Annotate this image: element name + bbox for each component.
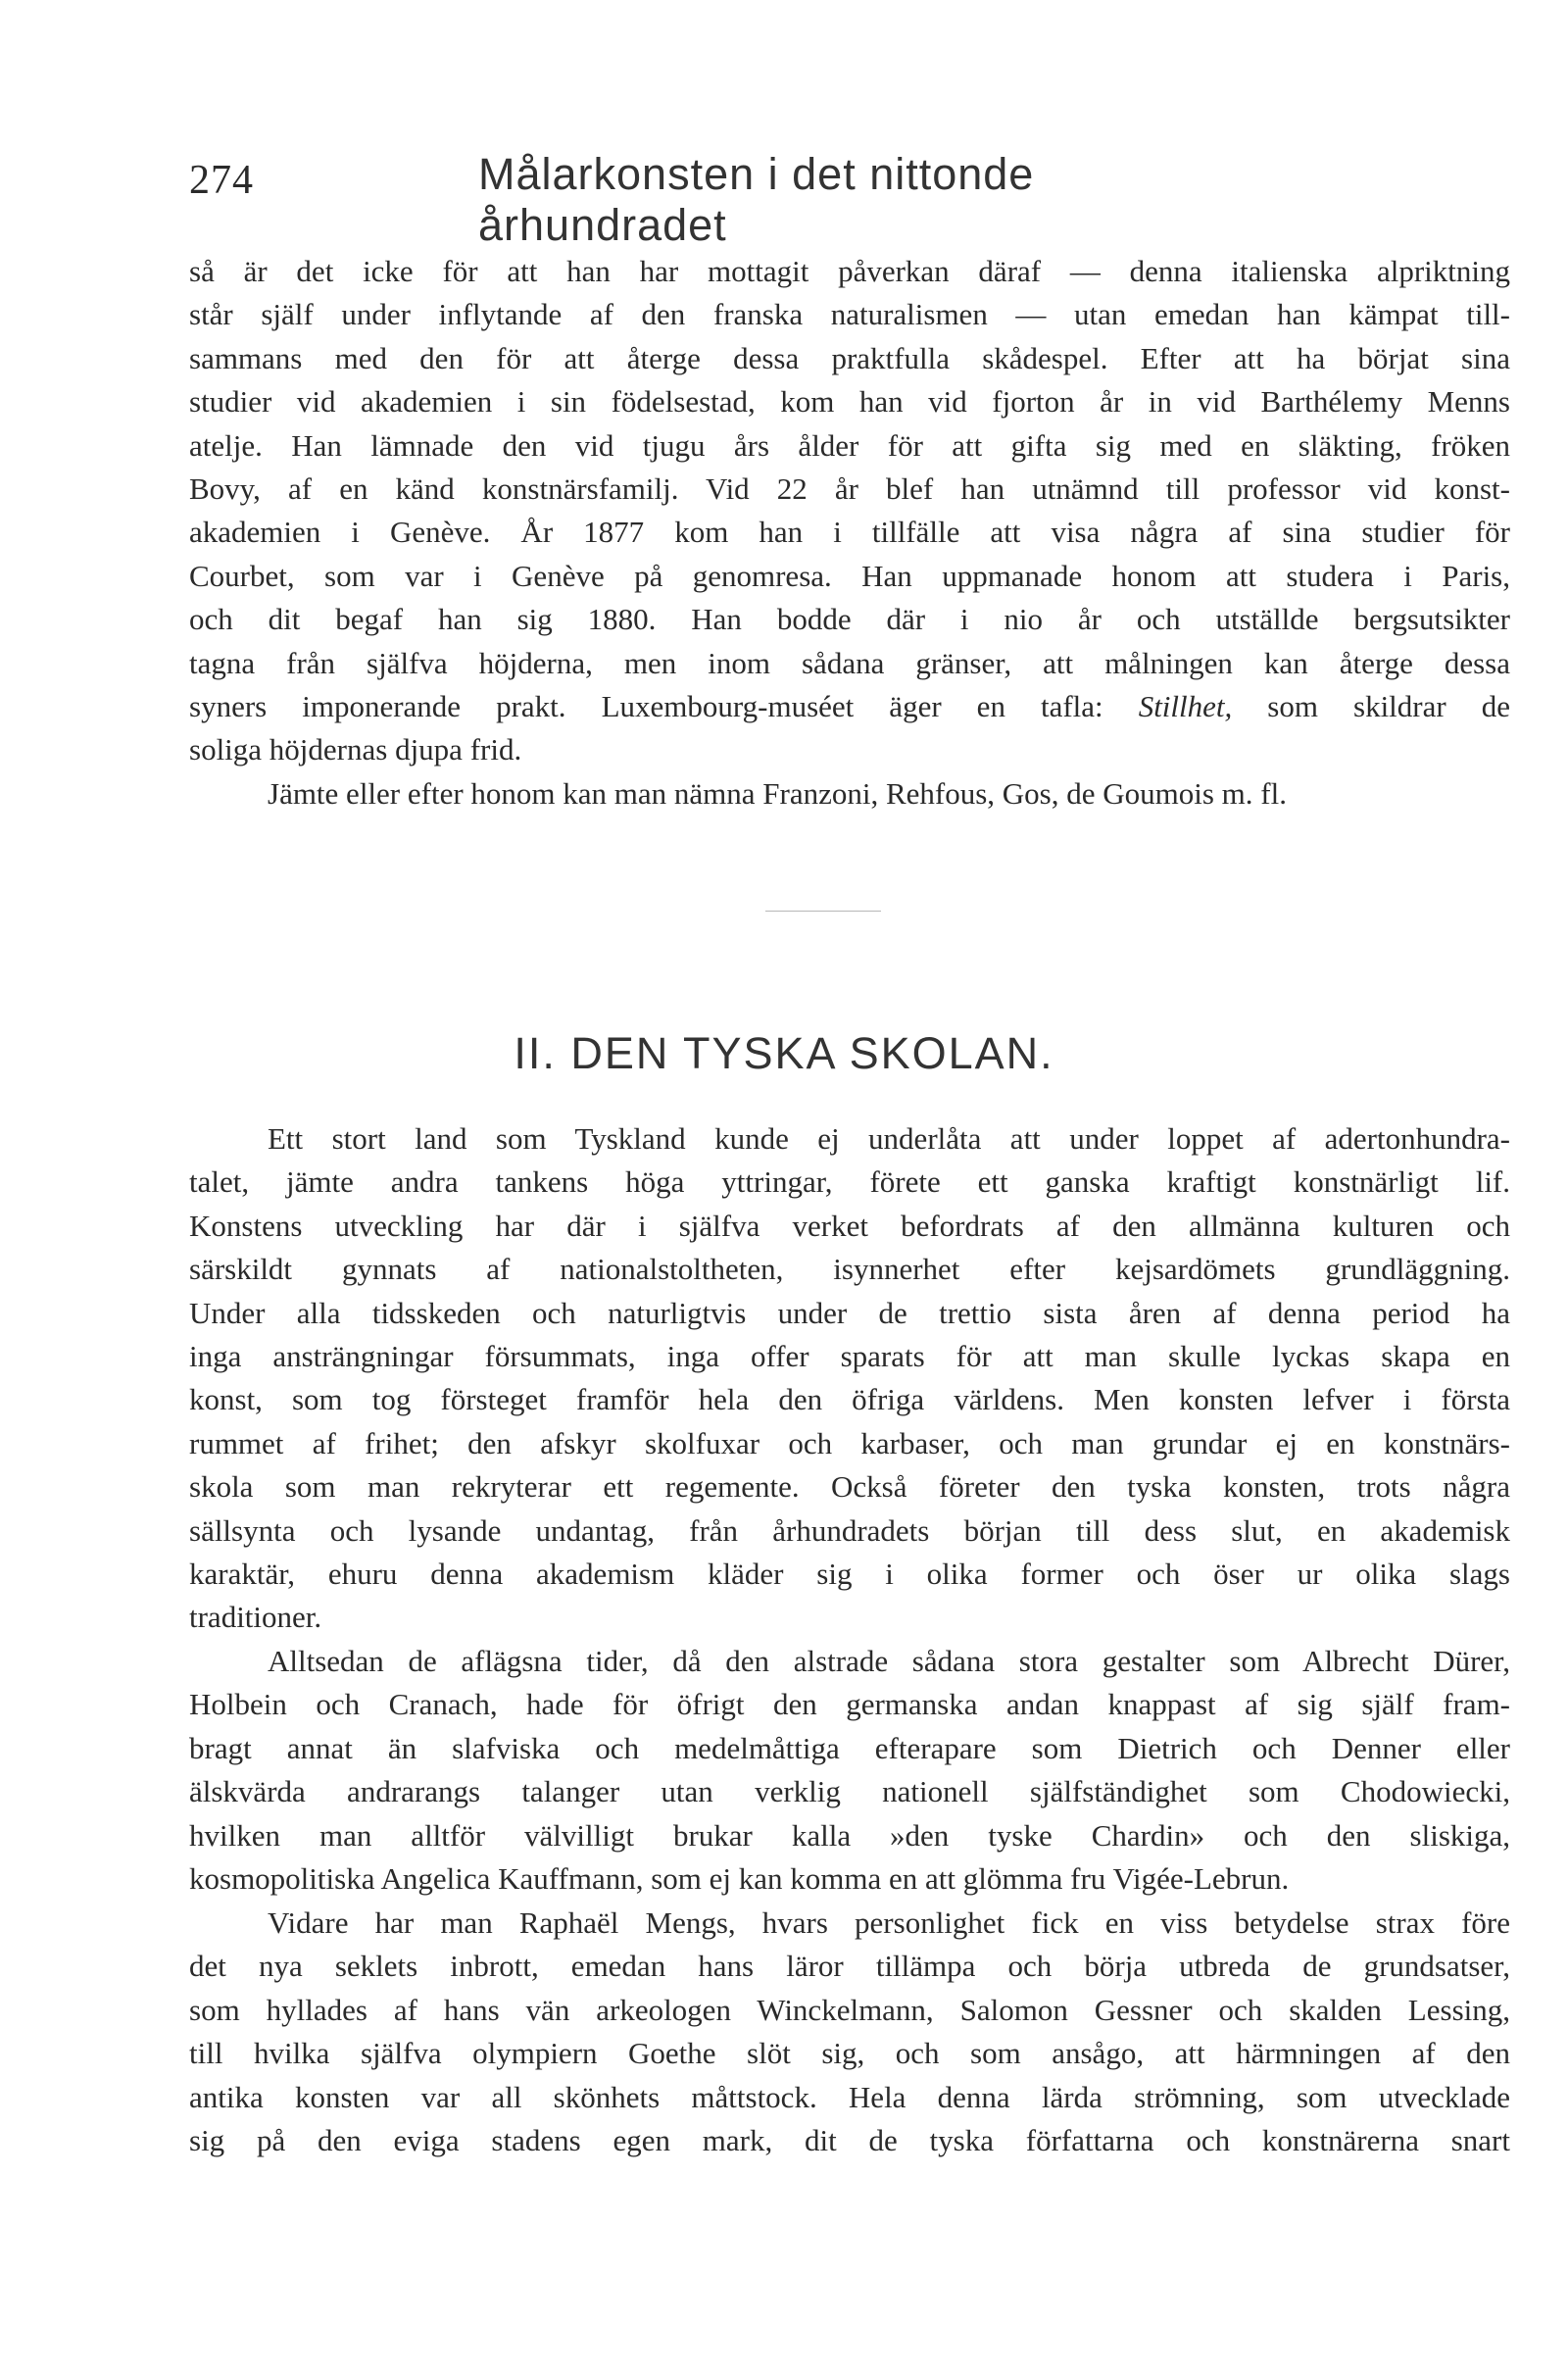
text-line: inga ansträngningar försummats, inga offer sparats för att man skulle lyckas skapa en: [189, 1338, 1510, 1373]
text-line: och dit begaf han sig 1880. Han bodde där i nio år och utställde bergsutsikter: [189, 602, 1510, 637]
paragraph-german-school-intro: [189, 1117, 1510, 1640]
paragraph-continuation: [189, 250, 1510, 772]
text-line: älskvärda andrarangs talanger utan verklig nationell själfständighet som Chodowiecki,: [189, 1774, 1510, 1809]
text-line: tagna från själfva höjderna, men inom sådana gränser, att målningen kan återge dessa: [189, 645, 1510, 680]
text-line: kosmopolitiska Angelica Kauffmann, som ej kan komma en att glömma fru Vigée-Lebrun.: [189, 1860, 1290, 1896]
text-line: Konstens utveckling har där i själfva verket befordrats af den allmänna kulturen och: [189, 1208, 1510, 1243]
text-line: talet, jämte andra tankens höga yttringar, förete ett ganska kraftigt konstnärligt lif.: [189, 1164, 1510, 1200]
text-span: syners imponerande prakt. Luxembourg-muséet äger en tafla:: [189, 688, 1103, 723]
paragraph-mengs: [189, 1902, 1510, 2162]
text-line: Jämte eller efter honom kan man nämna Franzoni, Rehfous, Gos, de Goumois m. fl.: [268, 776, 1287, 811]
text-line: rummet af frihet; den afskyr skolfuxar och karbaser, och man grundar ej en konstnärs-: [189, 1425, 1510, 1460]
paragraph-earlier-artists: [189, 1640, 1510, 1901]
text-line: till hvilka själfva olympiern Goethe slöt sig, och som ansågo, att härmningen af den: [189, 2036, 1510, 2071]
text-line: studier vid akademien i sin födelsestad, kom han vid fjorton år in vid Barthélemy Menns: [189, 384, 1510, 420]
paragraph-names: [189, 772, 1510, 816]
text-line: bragt annat än slafviska och medelmåttiga efterapare som Dietrich och Denner eller: [189, 1730, 1510, 1765]
running-head: [189, 149, 1228, 250]
text-line: karaktär, ehuru denna akademism kläder sig i olika former och öser ur olika slags: [189, 1556, 1510, 1591]
text-line: Ett stort land som Tyskland kunde ej underlåta att under loppet af adertonhundra-: [268, 1121, 1510, 1156]
text-line: står själf under inflytande af den franska naturalismen — utan emedan han kämpat till-: [189, 297, 1510, 332]
running-title: Målarkonsten i det nittonde århundradet: [478, 149, 1035, 250]
text-line: akademien i Genève. År 1877 kom han i tillfälle att visa några af sina studier för: [189, 515, 1510, 550]
text-line: det nya seklets inbrott, emedan hans läror tillämpa och börja utbreda de grundsatser,: [189, 1949, 1510, 1984]
text-line: som hyllades af hans vän arkeologen Winckelmann, Salomon Gessner och skalden Lessing,: [189, 1992, 1510, 2027]
text-line: Bovy, af en känd konstnärsfamilj. Vid 22 år blef han utnämnd till professor vid konst-: [189, 470, 1510, 506]
section-divider: [765, 911, 881, 912]
text-line: hvilken man alltför välvilligt brukar kalla »den tyske Chardin» och den sliskiga,: [189, 1817, 1510, 1853]
text-line: skola som man rekryterar ett regemente. Också företer den tyska konsten, trots några: [189, 1469, 1510, 1505]
text-line: traditioner.: [189, 1600, 322, 1635]
text-line: särskildt gynnats af nationalstoltheten, isynnerhet efter kejsardömets grundläggning.: [189, 1252, 1510, 1287]
text-line: Holbein och Cranach, hade för öfrigt den germanska andan knappast af sig själf fram-: [189, 1687, 1510, 1722]
text-line: konst, som tog försteget framför hela den öfriga världens. Men konsten lefver i första: [189, 1382, 1510, 1417]
text-line: antika konsten var all skönhets måttstock. Hela denna lärda strömning, som utvecklade: [189, 2079, 1510, 2114]
text-line: så är det icke för att han har mottagit påverkan däraf — denna italienska alpriktning: [189, 254, 1510, 288]
text-line: sig på den eviga stadens egen mark, dit de tyska författarna och konstnärerna snart: [189, 2122, 1510, 2157]
page-number: 274: [189, 158, 254, 203]
painting-title: Stillhet,: [1138, 688, 1233, 723]
text-line: soliga höjdernas djupa frid.: [189, 732, 522, 767]
text-line: Courbet, som var i Genève på genomresa. Han uppmanade honom att studera i Paris,: [189, 558, 1510, 593]
text-line: Vidare har man Raphaël Mengs, hvars personlighet fick en viss betydelse strax före: [268, 1905, 1510, 1940]
text-line-with-title: [189, 685, 1510, 728]
text-line: sammans med den för att återge dessa praktfulla skådespel. Efter att ha börjat sina: [189, 340, 1510, 375]
text-line: Alltsedan de aflägsna tider, då den alstrade sådana stora gestalter som Albrecht Dürer,: [268, 1644, 1510, 1678]
text-line: sällsynta och lysande undantag, från århundradets början till dess slut, en akademisk: [189, 1512, 1510, 1548]
text-span: som skildrar de: [1267, 688, 1510, 723]
section-heading: II. DEN TYSKA SKOLAN.: [514, 1028, 1054, 1078]
text-line: atelje. Han lämnade den vid tjugu års ålder för att gifta sig med en släkting, fröken: [189, 427, 1510, 463]
text-line: Under alla tidsskeden och naturligtvis under de trettio sista åren af denna period ha: [189, 1295, 1510, 1330]
